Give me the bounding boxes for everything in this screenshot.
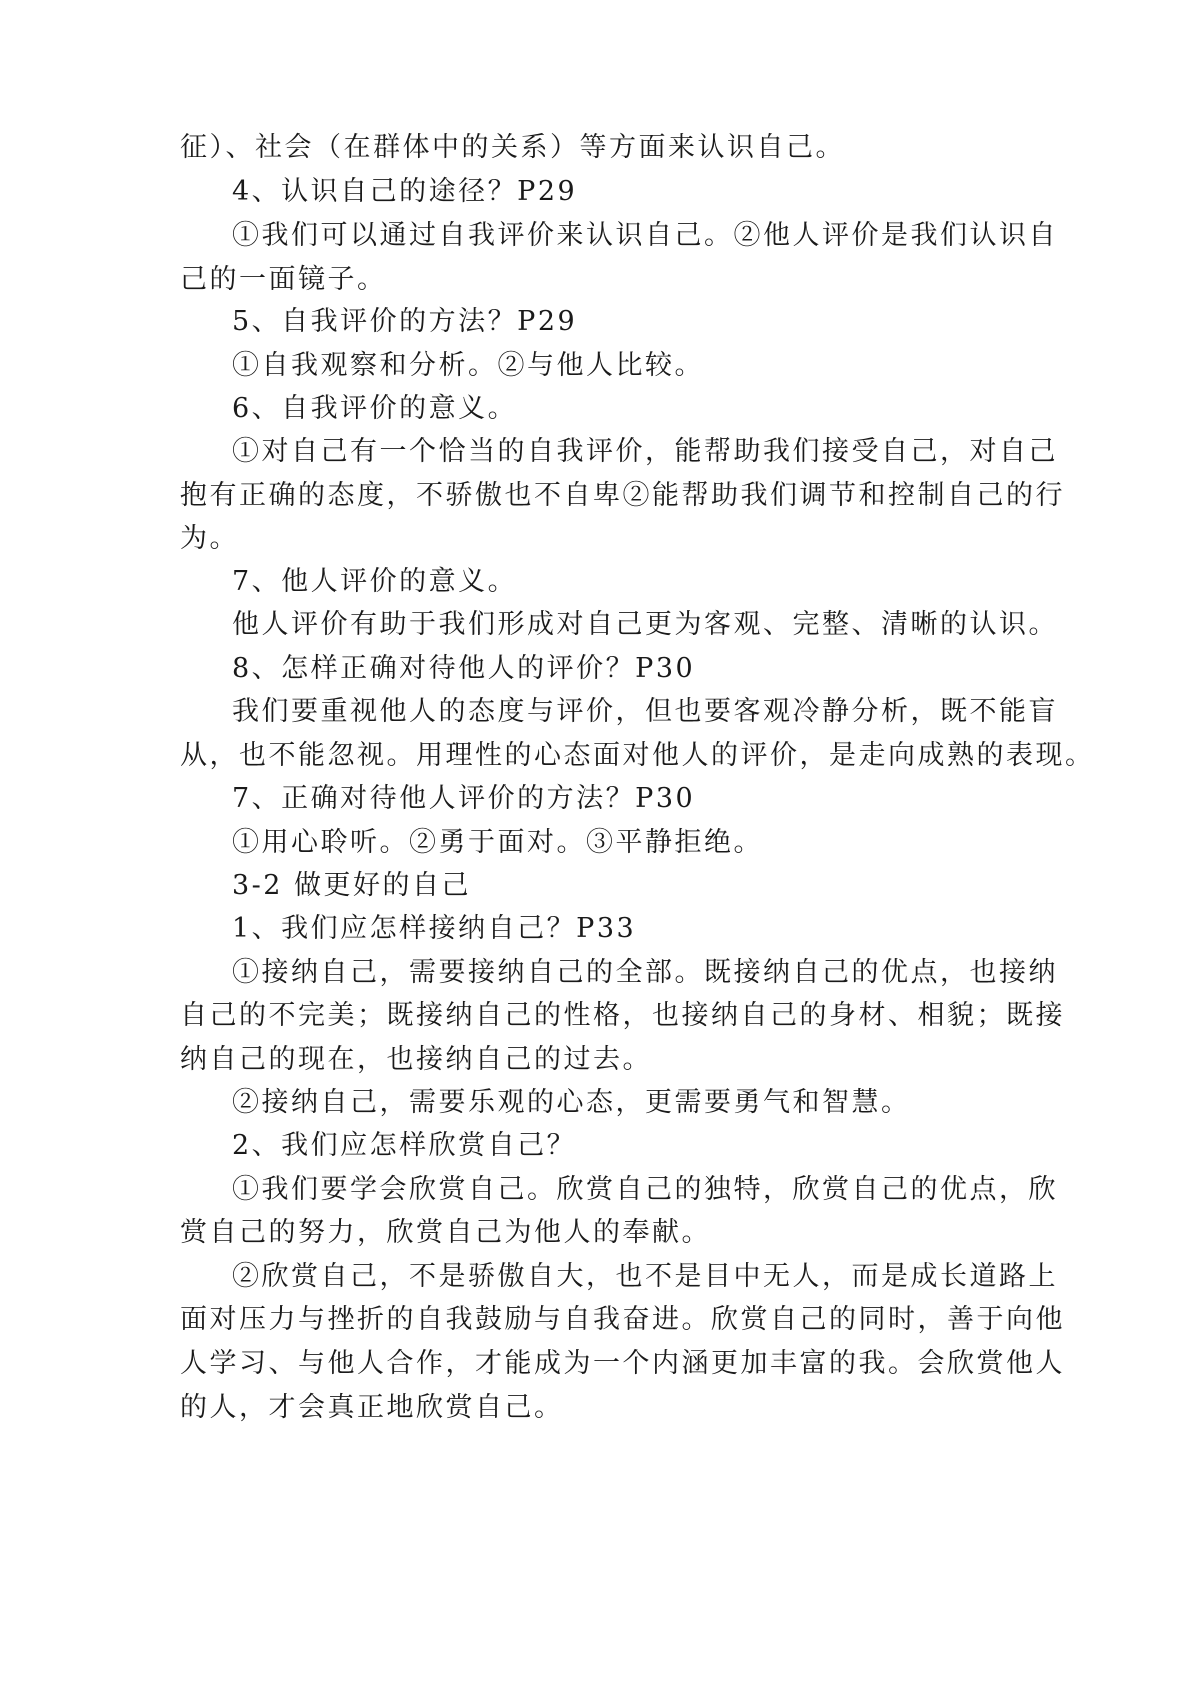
text-line: ①用心聆听。②勇于面对。③平静拒绝。 (232, 827, 763, 858)
text-line: 我们要重视他人的态度与评价，但也要客观冷静分析，既不能盲 (232, 696, 1058, 727)
text-line: 抱有正确的态度，不骄傲也不自卑②能帮助我们调节和控制自己的行 (180, 480, 1065, 511)
question-heading: 4、认识自己的途径？P29 (232, 176, 578, 207)
text-line: 征）、社会（在群体中的关系）等方面来认识自己。 (180, 132, 845, 163)
text-line: 他人评价有助于我们形成对自己更为客观、完整、清晰的认识。 (232, 609, 1058, 640)
text-line: ②欣赏自己，不是骄傲自大，也不是目中无人，而是成长道路上 (232, 1261, 1058, 1292)
text-line: ①我们可以通过自我评价来认识自己。②他人评价是我们认识自 (232, 220, 1058, 251)
question-heading: 7、正确对待他人评价的方法？P30 (232, 783, 696, 814)
section-heading: 3-2 做更好的自己 (232, 870, 472, 901)
text-line: ①自我观察和分析。②与他人比较。 (232, 350, 704, 381)
question-heading: 5、自我评价的方法？P29 (232, 306, 578, 337)
text-line: 人学习、与他人合作，才能成为一个内涵更加丰富的我。会欣赏他人 (180, 1348, 1065, 1379)
question-heading: 2、我们应怎样欣赏自己？ (232, 1130, 577, 1161)
text-line: 己的一面镜子。 (180, 264, 387, 295)
text-line: 为。 (180, 523, 239, 554)
text-line: 从，也不能忽视。用理性的心态面对他人的评价，是走向成熟的表现。 (180, 740, 1095, 771)
text-line: ②接纳自己，需要乐观的心态，更需要勇气和智慧。 (232, 1087, 911, 1118)
text-line: 纳自己的现在，也接纳自己的过去。 (180, 1044, 652, 1075)
text-line: 赏自己的努力，欣赏自己为他人的奉献。 (180, 1217, 711, 1248)
text-line: 的人，才会真正地欣赏自己。 (180, 1392, 564, 1423)
question-heading: 6、自我评价的意义。 (232, 393, 518, 424)
text-line: ①对自己有一个恰当的自我评价，能帮助我们接受自己，对自己 (232, 436, 1058, 467)
question-heading: 7、他人评价的意义。 (232, 566, 518, 597)
question-heading: 1、我们应怎样接纳自己？P33 (232, 913, 637, 944)
text-line: ①我们要学会欣赏自己。欣赏自己的独特，欣赏自己的优点，欣 (232, 1174, 1058, 1205)
text-line: 自己的不完美；既接纳自己的性格，也接纳自己的身材、相貌；既接 (180, 1000, 1065, 1031)
text-line: 面对压力与挫折的自我鼓励与自我奋进。欣赏自己的同时，善于向他 (180, 1304, 1065, 1335)
text-line: ①接纳自己，需要接纳自己的全部。既接纳自己的优点，也接纳 (232, 957, 1058, 988)
question-heading: 8、怎样正确对待他人的评价？P30 (232, 653, 696, 684)
